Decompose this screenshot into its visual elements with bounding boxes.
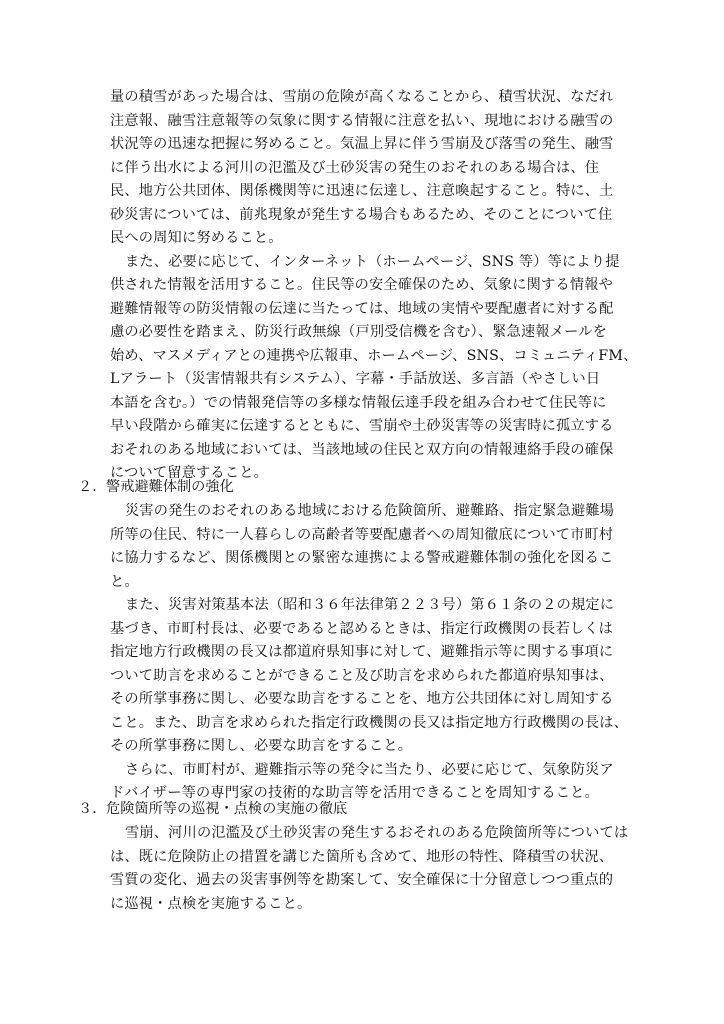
- text-line: と。: [110, 573, 139, 590]
- text-line: 始め、マスメディアとの連携や広報車、ホームページ、SNS、コミュニティFM、: [110, 347, 638, 364]
- text-line: に伴う出水による河川の氾濫及び土砂災害の発生のおそれのある場合は、住: [110, 159, 600, 176]
- text-line: おそれのある地域においては、当該地域の住民と双方向の情報連絡手段の確保: [110, 441, 614, 458]
- section-3-body: [110, 822, 650, 916]
- intro-paragraph: [110, 86, 650, 486]
- text-line: また、必要に応じて、インターネット（ホームページ、SNS 等）等により提: [125, 253, 620, 270]
- text-line: その所掌事務に関し、必要な助言をすること。: [110, 738, 413, 754]
- section-2-body: [110, 500, 650, 806]
- section-3-title: 危険箇所等の巡視・点検の実施の徹底: [106, 801, 348, 817]
- text-line: 量の積雪があった場合は、雪崩の危険が高くなることから、積雪状況、なだれ: [110, 89, 614, 105]
- text-line: 砂災害については、前兆現象が発生する場合もあるため、そのことについて住: [110, 206, 613, 223]
- text-line: 災害の発生のおそれのある地域における危険箇所、避難路、指定緊急避難場: [125, 503, 615, 519]
- text-line: 慮の必要性を踏まえ、防災行政無線（戸別受信機を含む）、緊急速報メールを: [110, 324, 608, 340]
- text-line: 早い段階から確実に伝達するとともに、雪崩や土砂災害等の災害時に孤立する: [110, 418, 614, 434]
- text-line: 避難情報等の防災情報の伝達に当たっては、地域の実情や要配慮者に対する配: [110, 300, 614, 317]
- text-line: 民への周知に努めること。: [110, 230, 283, 246]
- section-2-title: 警戒避難体制の強化: [106, 479, 234, 495]
- text-line: 雪質の変化、過去の災害事例等を勘案して、安全確保に十分留意しつつ重点的: [110, 872, 614, 888]
- text-line: その所掌事務に関し、必要な助言をすることを、地方公共団体に対し周知する: [110, 691, 614, 707]
- text-line: Lアラート（災害情報共有システム）、字幕・手話放送、多言語（やさしい日: [110, 371, 601, 387]
- text-line: さらに、市町村が、避難指示等の発令に当たり、必要に応じて、気象防災ア: [125, 761, 614, 778]
- text-line: 民、地方公共団体、関係機関等に迅速に伝達し、注意喚起すること。特に、土: [110, 183, 614, 199]
- text-line: ドバイザー等の専門家の技術的な助言等を活用できることを周知すること。: [110, 785, 599, 801]
- text-line: 基づき、市町村長は、必要であると認めるときは、指定行政機関の長若しくは: [110, 620, 613, 637]
- section-3-number: ３．: [78, 801, 107, 817]
- text-line: こと。また、助言を求められた指定行政機関の長又は指定地方行政機関の長は、: [110, 714, 628, 731]
- text-line: 本語を含む。）での情報発信等の多様な情報伝達手段を組み合わせて住民等に: [110, 394, 607, 411]
- text-line: ついて助言を求めることができること及び助言を求められた都道府県知事は、: [110, 667, 614, 684]
- text-line: また、災害対策基本法（昭和３６年法律第２２３号）第６１条の２の規定に: [125, 597, 615, 613]
- section-2-heading: [78, 476, 234, 500]
- text-line: 所等の住民、特に一人暮らしの高齢者等要配慮者への周知徹底について市町村: [110, 526, 614, 543]
- text-line: は、既に危険防止の措置を講じた箇所も含めて、地形の特性、降積雪の状況、: [110, 848, 614, 865]
- text-line: 雪崩、河川の氾濫及び土砂災害の発生するおそれのある危険箇所等については: [125, 825, 629, 841]
- text-line: 注意報、融雪注意報等の気象に関する情報に注意を払い、現地における融雪の: [110, 112, 614, 129]
- text-line: に巡視・点検を実施すること。: [110, 895, 312, 912]
- section-2-number: ２．: [78, 479, 107, 495]
- text-line: 供された情報を活用すること。住民等の安全確保のため、気象に関する情報や: [110, 277, 613, 293]
- text-line: について留意すること。: [110, 465, 268, 481]
- text-line: 指定地方行政機関の長又は都道府県知事に対して、避難指示等に関する事項に: [110, 644, 614, 660]
- section-3-heading: [78, 798, 347, 822]
- text-line: 状況等の迅速な把握に努めること。気温上昇に伴う雪崩及び落雪の発生、融雪: [110, 136, 614, 152]
- text-line: に協力するなど、関係機関との緊密な連携による警戒避難体制の強化を図るこ: [110, 550, 614, 566]
